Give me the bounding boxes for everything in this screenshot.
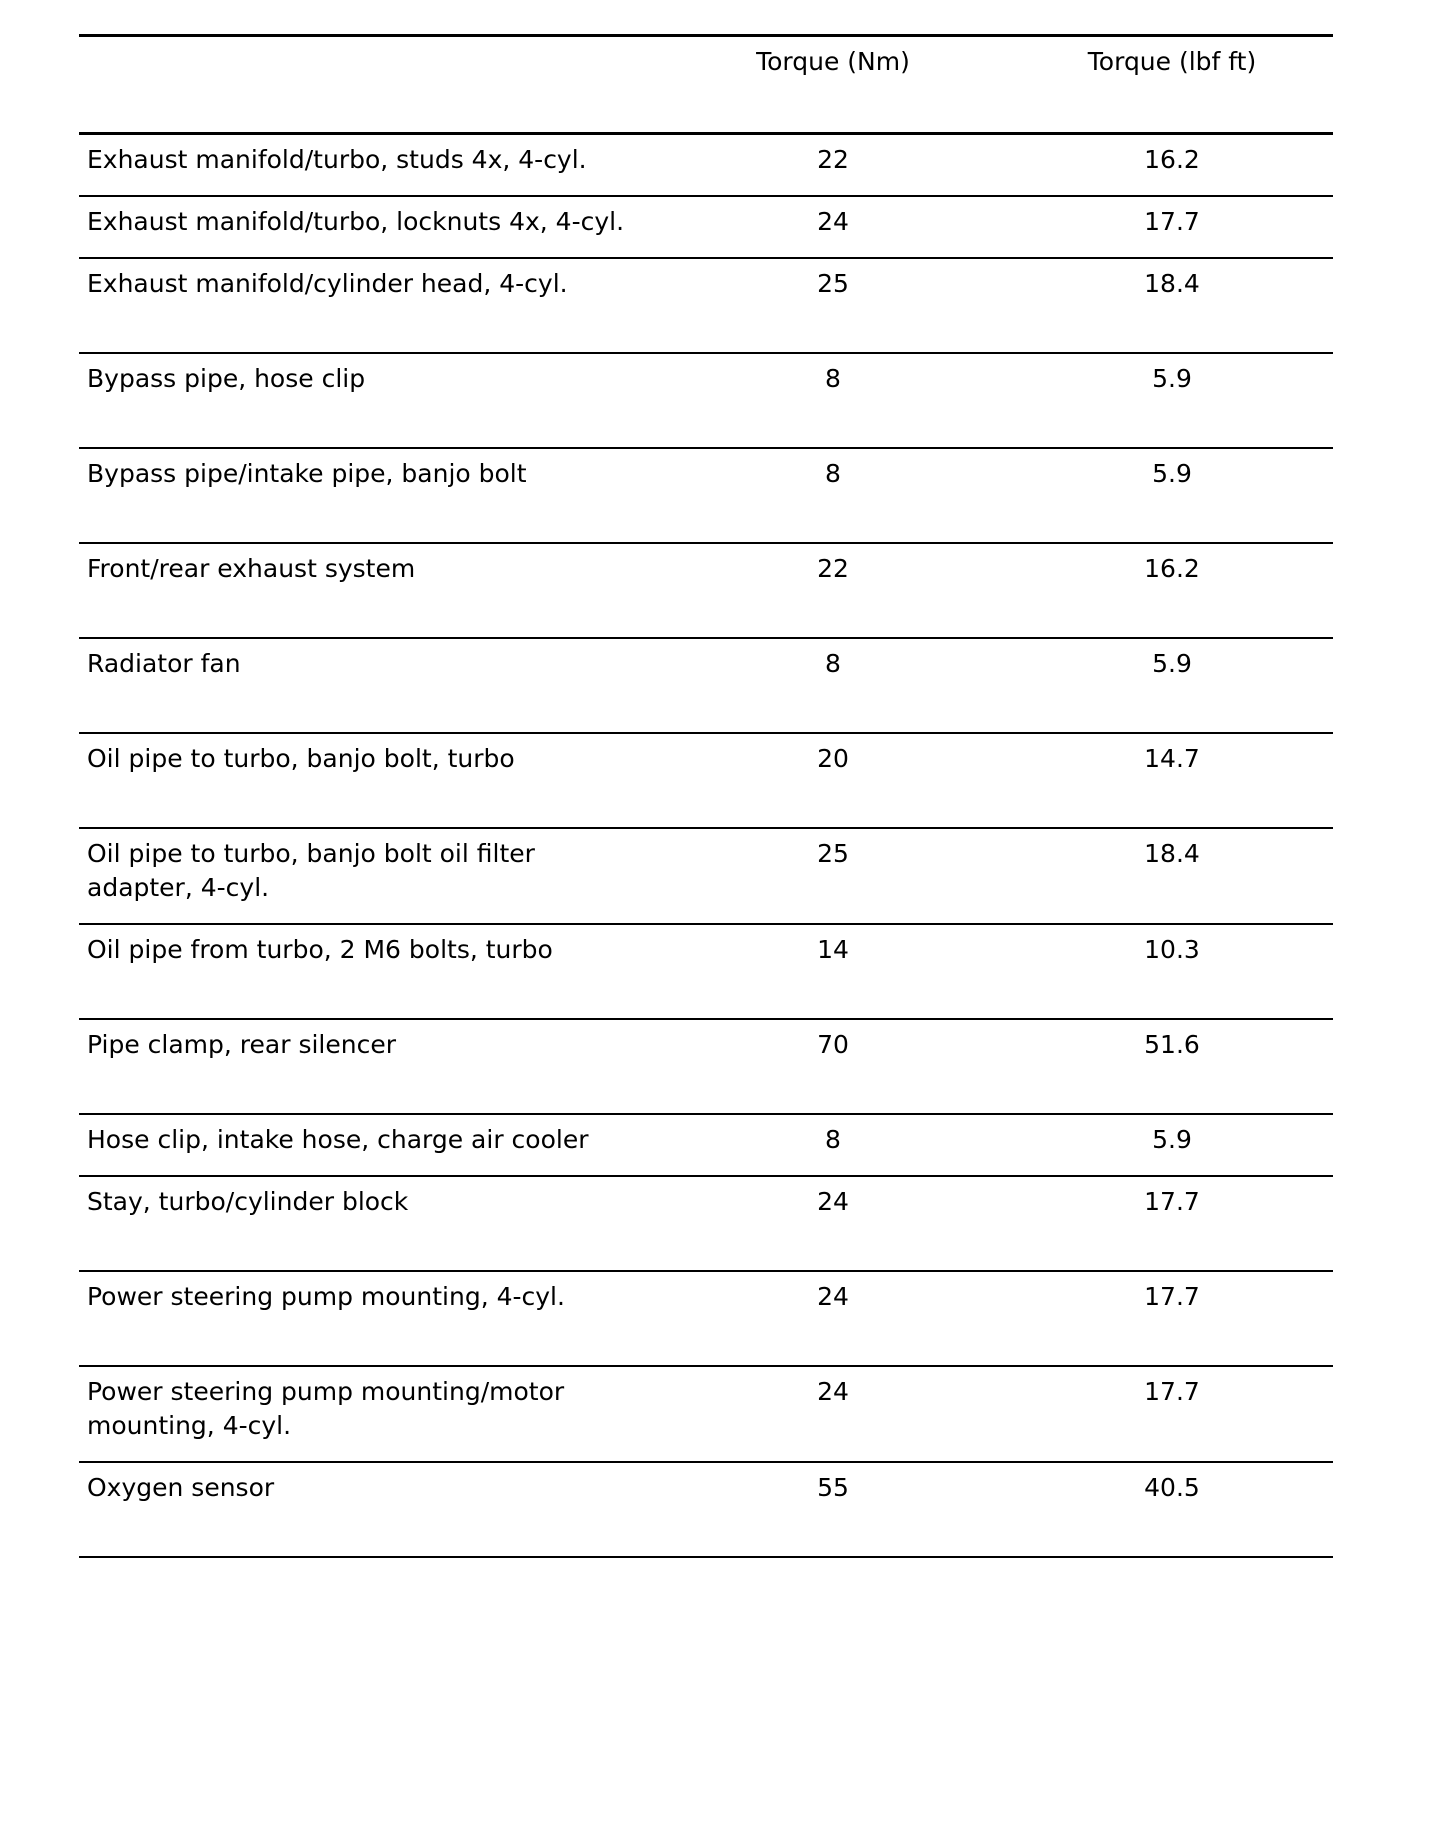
cell-item [79, 1176, 655, 1271]
cell-torque-lbf: 16.2 [1144, 554, 1200, 583]
cell-torque-lbf: 17.7 [1144, 1377, 1200, 1406]
cell-torque-nm: 70 [817, 1030, 849, 1059]
cell-torque-nm: 8 [825, 1125, 841, 1154]
table-row [79, 924, 1333, 1019]
cell-torque-nm: 25 [817, 269, 849, 298]
table-row [79, 448, 1333, 543]
cell-item [79, 543, 655, 638]
cell-torque-lbf: 51.6 [1144, 1030, 1200, 1059]
cell-item [79, 924, 655, 1019]
cell-torque-nm: 24 [817, 207, 849, 236]
header-torque-nm: Torque (Nm) [756, 47, 910, 76]
table-row [79, 733, 1333, 828]
cell-torque-lbf: 16.2 [1144, 145, 1200, 174]
cell-torque-nm: 24 [817, 1377, 849, 1406]
header-torque-lbf: Torque (lbf ft) [1087, 47, 1257, 76]
table-row [79, 196, 1333, 258]
table-row [79, 543, 1333, 638]
cell-torque-nm: 22 [817, 554, 849, 583]
item-text: Stay, turbo/cylinder block [87, 1187, 409, 1216]
item-text: Radiator fan [87, 649, 241, 678]
cell-torque-nm: 55 [817, 1473, 849, 1502]
cell-torque-lbf: 5.9 [1152, 364, 1192, 393]
cell-torque-lbf: 17.7 [1144, 1282, 1200, 1311]
cell-torque-lbf: 5.9 [1152, 1125, 1192, 1154]
cell-torque-nm: 8 [825, 649, 841, 678]
cell-torque-lbf: 14.7 [1144, 744, 1200, 773]
item-text: Power steering pump mounting/motor mounting, 4-cyl. [87, 1377, 565, 1440]
cell-torque-lbf: 17.7 [1144, 207, 1200, 236]
table-row [79, 258, 1333, 353]
cell-torque-lbf: 40.5 [1144, 1473, 1200, 1502]
cell-torque-lbf: 10.3 [1144, 935, 1200, 964]
item-text: Bypass pipe/intake pipe, banjo bolt [87, 459, 527, 488]
item-text: Oxygen sensor [87, 1473, 275, 1502]
cell-torque-lbf: 18.4 [1144, 269, 1200, 298]
item-text: Exhaust manifold/turbo, locknuts 4x, 4-cyl. [87, 207, 625, 236]
cell-item [79, 196, 655, 258]
cell-item [79, 1019, 655, 1114]
cell-torque-nm: 25 [817, 839, 849, 868]
cell-torque-nm: 20 [817, 744, 849, 773]
item-text: Oil pipe from turbo, 2 M6 bolts, turbo [87, 935, 553, 964]
cell-torque-nm: 14 [817, 935, 849, 964]
header-item [79, 36, 655, 134]
table-row [79, 134, 1333, 197]
table-row [79, 1019, 1333, 1114]
cell-item [79, 828, 655, 924]
table-row [79, 1176, 1333, 1271]
item-text: Exhaust manifold/cylinder head, 4-cyl. [87, 269, 568, 298]
item-text: Oil pipe to turbo, banjo bolt oil filter adapter, 4-cyl. [87, 839, 535, 902]
cell-torque-lbf: 5.9 [1152, 649, 1192, 678]
torque-table [79, 34, 1333, 1558]
cell-torque-lbf: 18.4 [1144, 839, 1200, 868]
table-row [79, 828, 1333, 924]
table-row [79, 1114, 1333, 1176]
item-text: Oil pipe to turbo, banjo bolt, turbo [87, 744, 515, 773]
table-row [79, 1366, 1333, 1462]
item-text: Power steering pump mounting, 4-cyl. [87, 1282, 565, 1311]
cell-item [79, 1271, 655, 1366]
item-text: Bypass pipe, hose clip [87, 364, 366, 393]
cell-item [79, 1114, 655, 1176]
item-text: Pipe clamp, rear silencer [87, 1030, 396, 1059]
cell-item [79, 1462, 655, 1557]
cell-torque-nm: 24 [817, 1282, 849, 1311]
table-row [79, 638, 1333, 733]
table-row [79, 353, 1333, 448]
item-text: Exhaust manifold/turbo, studs 4x, 4-cyl. [87, 145, 587, 174]
cell-item [79, 258, 655, 353]
cell-item [79, 638, 655, 733]
cell-torque-nm: 8 [825, 364, 841, 393]
cell-item [79, 353, 655, 448]
table-row [79, 1271, 1333, 1366]
cell-torque-lbf: 17.7 [1144, 1187, 1200, 1216]
cell-torque-lbf: 5.9 [1152, 459, 1192, 488]
item-text: Hose clip, intake hose, charge air cooler [87, 1125, 589, 1154]
cell-item [79, 733, 655, 828]
cell-item [79, 448, 655, 543]
cell-torque-nm: 22 [817, 145, 849, 174]
item-text: Front/rear exhaust system [87, 554, 416, 583]
cell-torque-nm: 8 [825, 459, 841, 488]
cell-item [79, 1366, 655, 1462]
cell-torque-nm: 24 [817, 1187, 849, 1216]
cell-item [79, 134, 655, 197]
header-row [79, 36, 1333, 134]
table-row [79, 1462, 1333, 1557]
